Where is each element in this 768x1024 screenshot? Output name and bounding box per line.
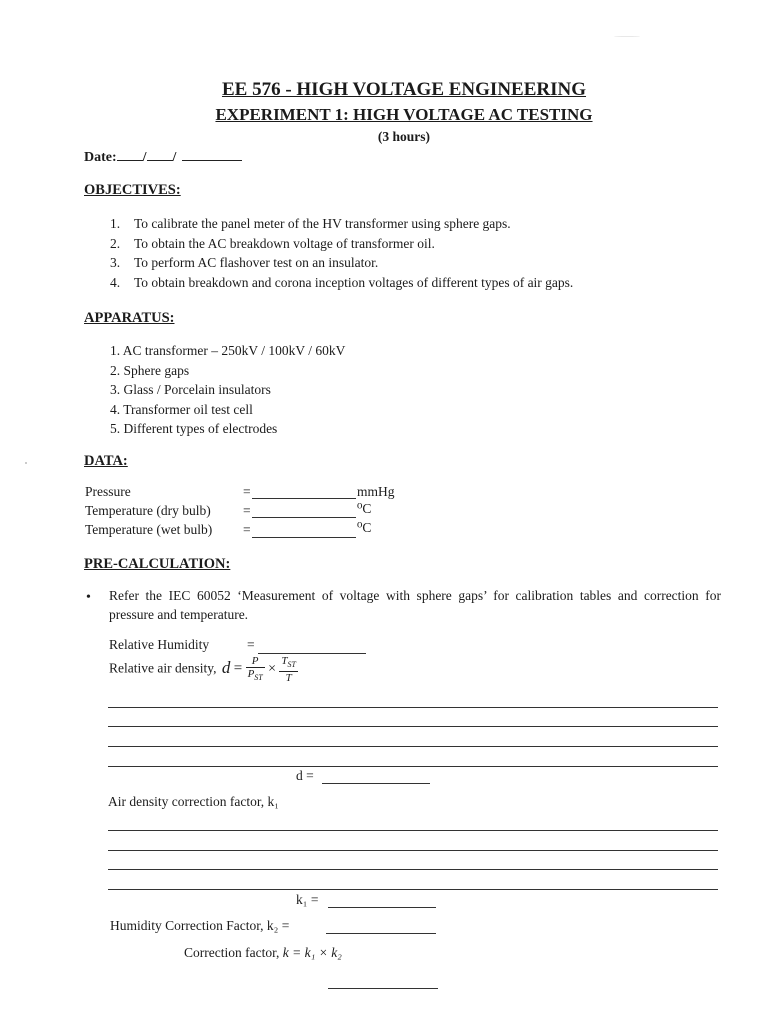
rh-eq: =: [247, 637, 255, 652]
apparatus-item: 4. Transformer oil test cell: [110, 401, 253, 417]
temp-wet-unit: ⁰C: [357, 520, 372, 535]
cf-label: Correction factor,: [184, 945, 280, 960]
date-month-blank: [147, 146, 173, 161]
bullet-icon: •: [86, 590, 91, 605]
rh-label: Relative Humidity: [109, 637, 210, 652]
rad-label: Relative air density,: [109, 660, 217, 676]
objective-item: 1. To calibrate the panel meter of the HV transformer using sphere gaps.: [110, 216, 511, 231]
apparatus-item: 5. Different types of electrodes: [110, 421, 278, 436]
pressure-label: Pressure: [85, 484, 131, 499]
apparatus-item: 3. Glass / Porcelain insulators: [110, 382, 271, 397]
cf-formula: k = k₁ × k₂: [282, 945, 342, 960]
temperature-fraction: $\frac{T_{ST}}{T}$: [281, 655, 296, 685]
experiment-title: EXPERIMENT 1: HIGH VOLTAGE AC TESTING: [215, 105, 593, 124]
k1-result-label: k₁ =: [296, 892, 319, 907]
date-row: [84, 146, 242, 166]
pressure-fraction: $\frac{P}{P_{ST}}$: [247, 655, 263, 683]
objective-item: 4. To obtain breakdown and corona inception voltages of different types of air gaps.: [110, 274, 574, 290]
cf-row: [184, 945, 342, 961]
date-label: Date:: [84, 150, 117, 165]
date-sep-1: /: [142, 150, 147, 165]
apparatus-heading: APPARATUS:: [84, 310, 175, 326]
rad-eq: =: [233, 660, 243, 677]
objectives-heading: OBJECTIVES:: [84, 182, 181, 198]
apparatus-item: 2. Sphere gaps: [110, 362, 190, 378]
temp-dry-label: Temperature (dry bulb): [85, 503, 211, 518]
apparatus-item: 1. AC transformer – 250kV / 100kV / 60kV: [110, 343, 346, 358]
temp-wet-eq: =: [243, 522, 251, 537]
objective-item: 3. To perform AC flashover test on an insulator.: [110, 255, 379, 270]
apparatus-list: [110, 341, 345, 439]
objectives-list: [110, 214, 573, 292]
course-title: EE 576 - HIGH VOLTAGE ENGINEERING: [221, 79, 587, 100]
hcf-label: Humidity Correction Factor, k₂ =: [110, 918, 290, 933]
rad-var: d: [221, 657, 231, 677]
pressure-unit: mmHg: [357, 484, 395, 499]
adcf-label: Air density correction factor, k₁: [108, 794, 279, 809]
data-heading: DATA:: [84, 453, 128, 469]
precalc-intro: Refer the IEC 60052 ‘Measurement of voltage with sphere gaps’ for calibration tables and correction for pressure and temperature.: [109, 588, 721, 622]
temp-wet-label: Temperature (wet bulb): [85, 522, 213, 537]
temp-dry-eq: =: [243, 503, 251, 518]
objective-item: 2. To obtain the AC breakdown voltage of transformer oil.: [110, 235, 435, 251]
precalc-heading: PRE-CALCULATION:: [84, 556, 231, 572]
date-day-blank: [117, 146, 143, 161]
d-result-label: d =: [296, 768, 314, 783]
date-year-blank: [182, 146, 242, 161]
pressure-eq: =: [243, 484, 251, 499]
duration-label: (3 hours): [377, 129, 431, 144]
temp-dry-unit: ⁰C: [357, 501, 372, 516]
date-sep-2: /: [172, 150, 177, 165]
relative-air-density-formula: [109, 655, 298, 684]
times-sign: ×: [268, 661, 277, 677]
